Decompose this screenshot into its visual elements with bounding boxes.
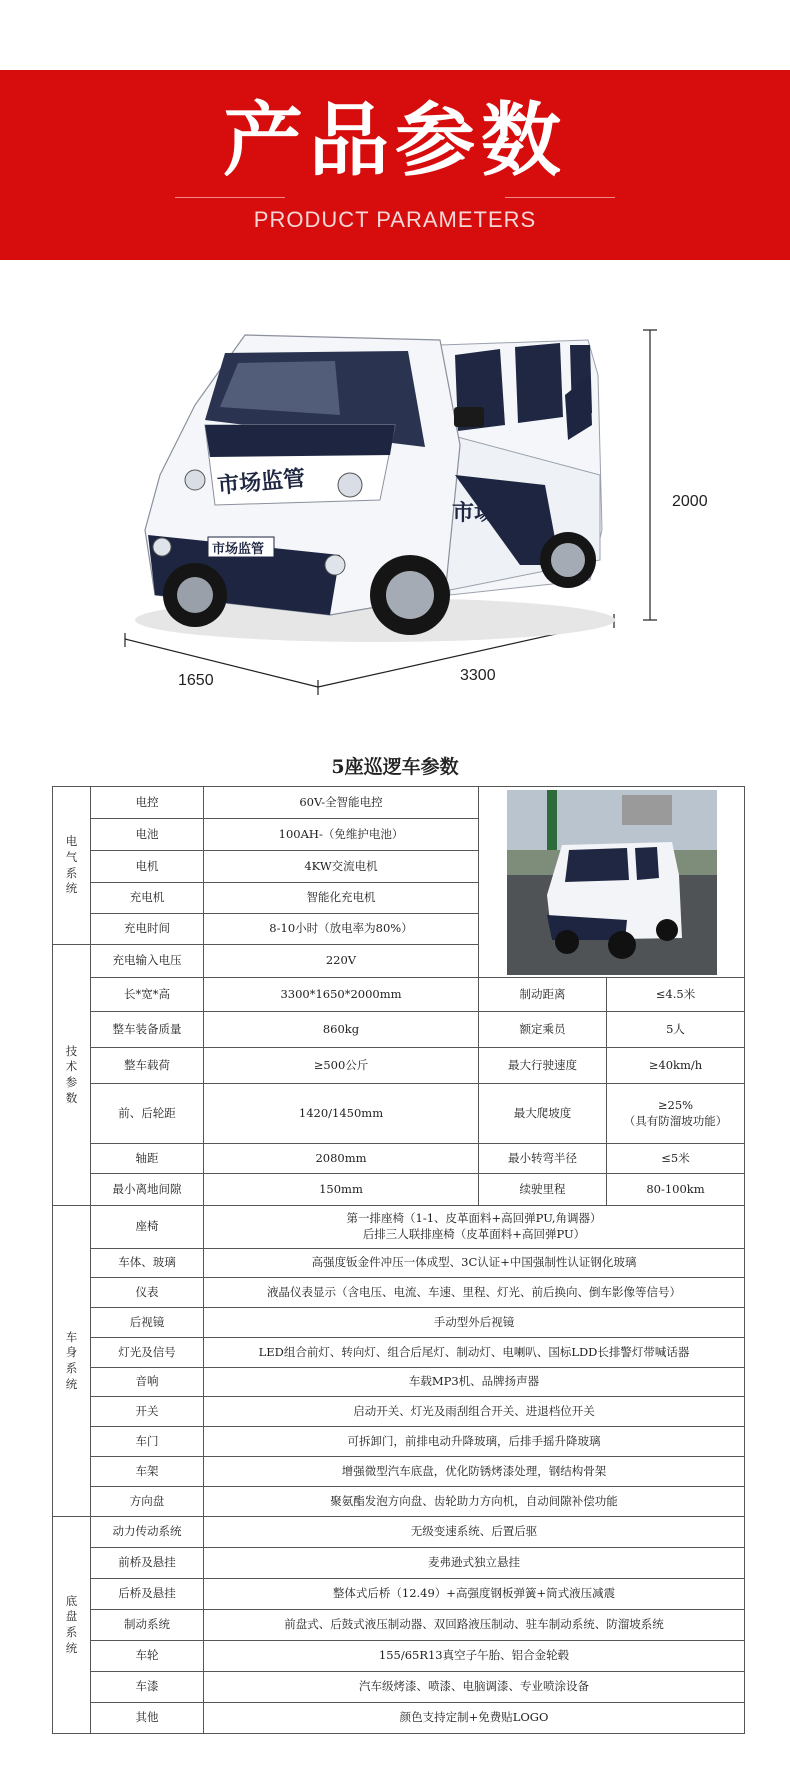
vehicle-dimension-figure <box>0 315 790 715</box>
param-value: 3300*1650*2000mm <box>204 978 479 1012</box>
param-value: ≥40km/h <box>607 1048 745 1084</box>
banner-subtitle: PRODUCT PARAMETERS <box>253 207 537 232</box>
table-row <box>53 1308 745 1338</box>
vehicle-photo <box>507 790 717 975</box>
param-value: 整体式后桥（12.49）+高强度钢板弹簧+筒式液压减震 <box>204 1579 745 1610</box>
param-label: 最大爬坡度 <box>479 1084 607 1144</box>
table-row <box>53 787 745 819</box>
param-value: 智能化充电机 <box>204 883 479 914</box>
parameter-table <box>52 786 745 1734</box>
table-row <box>53 1206 745 1249</box>
param-label: 后桥及悬挂 <box>91 1579 204 1610</box>
section-tech: 技 术 参 数 <box>53 945 91 1206</box>
param-value: 聚氨酯发泡方向盘、齿轮助力方向机，自动间隙补偿功能 <box>204 1487 745 1517</box>
banner-divider-left <box>175 197 285 198</box>
side-text: 市场 监管 <box>452 501 548 526</box>
param-label: 前、后轮距 <box>91 1084 204 1144</box>
table-row <box>53 1641 745 1672</box>
param-label: 开关 <box>91 1397 204 1427</box>
param-value: 手动型外后视镜 <box>204 1308 745 1338</box>
param-label: 仪表 <box>91 1278 204 1308</box>
param-value: 1420/1450mm <box>204 1084 479 1144</box>
param-value: ≥500公斤 <box>204 1048 479 1084</box>
param-label: 额定乘员 <box>479 1012 607 1048</box>
param-label: 车漆 <box>91 1672 204 1703</box>
param-value: 高强度钣金件冲压一体成型、3C认证+中国强制性认证钢化玻璃 <box>204 1249 745 1278</box>
param-value: 155/65R13真空子午胎、铝合金轮毂 <box>204 1641 745 1672</box>
param-label: 最小转弯半径 <box>479 1144 607 1174</box>
table-row <box>53 1703 745 1734</box>
section-body: 车 身 系 统 <box>53 1206 91 1517</box>
table-row <box>53 1457 745 1487</box>
param-label: 车架 <box>91 1457 204 1487</box>
param-value: 麦弗逊式独立悬挂 <box>204 1548 745 1579</box>
param-value: 汽车级烤漆、喷漆、电脑调漆、专业喷涂设备 <box>204 1672 745 1703</box>
param-label: 座椅 <box>91 1206 204 1249</box>
table-row <box>53 1427 745 1457</box>
param-label: 其他 <box>91 1703 204 1734</box>
param-value: 前盘式、后鼓式液压制动器、双回路液压制动、驻车制动系统、防溜坡系统 <box>204 1610 745 1641</box>
table-row <box>53 1012 745 1048</box>
table-row <box>53 1084 745 1144</box>
param-label: 充电输入电压 <box>91 945 204 978</box>
table-row <box>53 1048 745 1084</box>
param-value: 液晶仪表显示（含电压、电流、车速、里程、灯光、前后换向、倒车影像等信号） <box>204 1278 745 1308</box>
table-row <box>53 1249 745 1278</box>
param-label: 最大行驶速度 <box>479 1048 607 1084</box>
width-label: 1650 <box>178 672 214 689</box>
param-label: 车门 <box>91 1427 204 1457</box>
param-label: 电控 <box>91 787 204 819</box>
param-value: 2080mm <box>204 1144 479 1174</box>
param-label: 电池 <box>91 819 204 851</box>
table-row <box>53 1397 745 1427</box>
param-value: 860kg <box>204 1012 479 1048</box>
table-row <box>53 1548 745 1579</box>
param-value: 无级变速系统、后置后驱 <box>204 1517 745 1548</box>
table-row <box>53 1517 745 1548</box>
param-value: 增强微型汽车底盘，优化防锈烤漆处理，钢结构骨架 <box>204 1457 745 1487</box>
param-value: ≤5米 <box>607 1144 745 1174</box>
param-value: 启动开关、灯光及雨刮组合开关、进退档位开关 <box>204 1397 745 1427</box>
param-value: 4KW交流电机 <box>204 851 479 883</box>
param-label: 制动距离 <box>479 978 607 1012</box>
param-label: 后视镜 <box>91 1308 204 1338</box>
header-banner <box>0 70 790 260</box>
table-row <box>53 1487 745 1517</box>
param-label: 轴距 <box>91 1144 204 1174</box>
param-label: 最小离地间隙 <box>91 1174 204 1206</box>
param-value: 第一排座椅（1-1、皮革面料+高回弹PU,角调器） 后排三人联排座椅（皮革面料+高回弹PU） <box>204 1206 745 1249</box>
param-label: 音响 <box>91 1368 204 1397</box>
param-value: ≥25% （具有防溜坡功能） <box>607 1084 745 1144</box>
param-value: 220V <box>204 945 479 978</box>
banner-title: 产品参数 <box>223 94 567 187</box>
param-label: 电机 <box>91 851 204 883</box>
table-row <box>53 1174 745 1206</box>
table-row <box>53 1144 745 1174</box>
table-title: 5座巡逻车参数 <box>331 756 459 778</box>
param-label: 方向盘 <box>91 1487 204 1517</box>
param-value: 车载MP3机、品牌扬声器 <box>204 1368 745 1397</box>
param-label: 车体、玻璃 <box>91 1249 204 1278</box>
vehicle-photo-cell <box>479 787 745 978</box>
param-value: LED组合前灯、转向灯、组合后尾灯、制动灯、电喇叭、国标LDD长排警灯带喊话器 <box>204 1338 745 1368</box>
param-value: ≤4.5米 <box>607 978 745 1012</box>
param-label: 动力传动系统 <box>91 1517 204 1548</box>
param-label: 长*宽*高 <box>91 978 204 1012</box>
hood-text: 市场监管 <box>216 466 307 499</box>
table-row <box>53 1278 745 1308</box>
param-label: 续驶里程 <box>479 1174 607 1206</box>
param-label: 整车载荷 <box>91 1048 204 1084</box>
param-value: 150mm <box>204 1174 479 1206</box>
table-row <box>53 1672 745 1703</box>
param-label: 充电时间 <box>91 914 204 945</box>
section-electric: 电 气 系 统 <box>53 787 91 945</box>
param-label: 车轮 <box>91 1641 204 1672</box>
table-row <box>53 1368 745 1397</box>
plate-text: 市场监管 <box>212 542 265 557</box>
param-value: 100AH-（免维护电池） <box>204 819 479 851</box>
param-label: 灯光及信号 <box>91 1338 204 1368</box>
table-row <box>53 978 745 1012</box>
param-value: 颜色支持定制+免费贴LOGO <box>204 1703 745 1734</box>
length-label: 3300 <box>460 667 496 684</box>
param-label: 整车装备质量 <box>91 1012 204 1048</box>
param-value: 8-10小时（放电率为80%） <box>204 914 479 945</box>
table-row <box>53 1579 745 1610</box>
param-value: 5人 <box>607 1012 745 1048</box>
param-label: 制动系统 <box>91 1610 204 1641</box>
height-label: 2000 <box>672 493 708 510</box>
banner-divider-right <box>505 197 615 198</box>
param-value: 可拆卸门，前排电动升降玻璃，后排手摇升降玻璃 <box>204 1427 745 1457</box>
table-row <box>53 1610 745 1641</box>
section-chassis: 底 盘 系 统 <box>53 1517 91 1734</box>
param-label: 充电机 <box>91 883 204 914</box>
vehicle-illustration <box>0 315 790 715</box>
param-value: 80-100km <box>607 1174 745 1206</box>
table-row <box>53 1338 745 1368</box>
param-value: 60V-全智能电控 <box>204 787 479 819</box>
param-label: 前桥及悬挂 <box>91 1548 204 1579</box>
